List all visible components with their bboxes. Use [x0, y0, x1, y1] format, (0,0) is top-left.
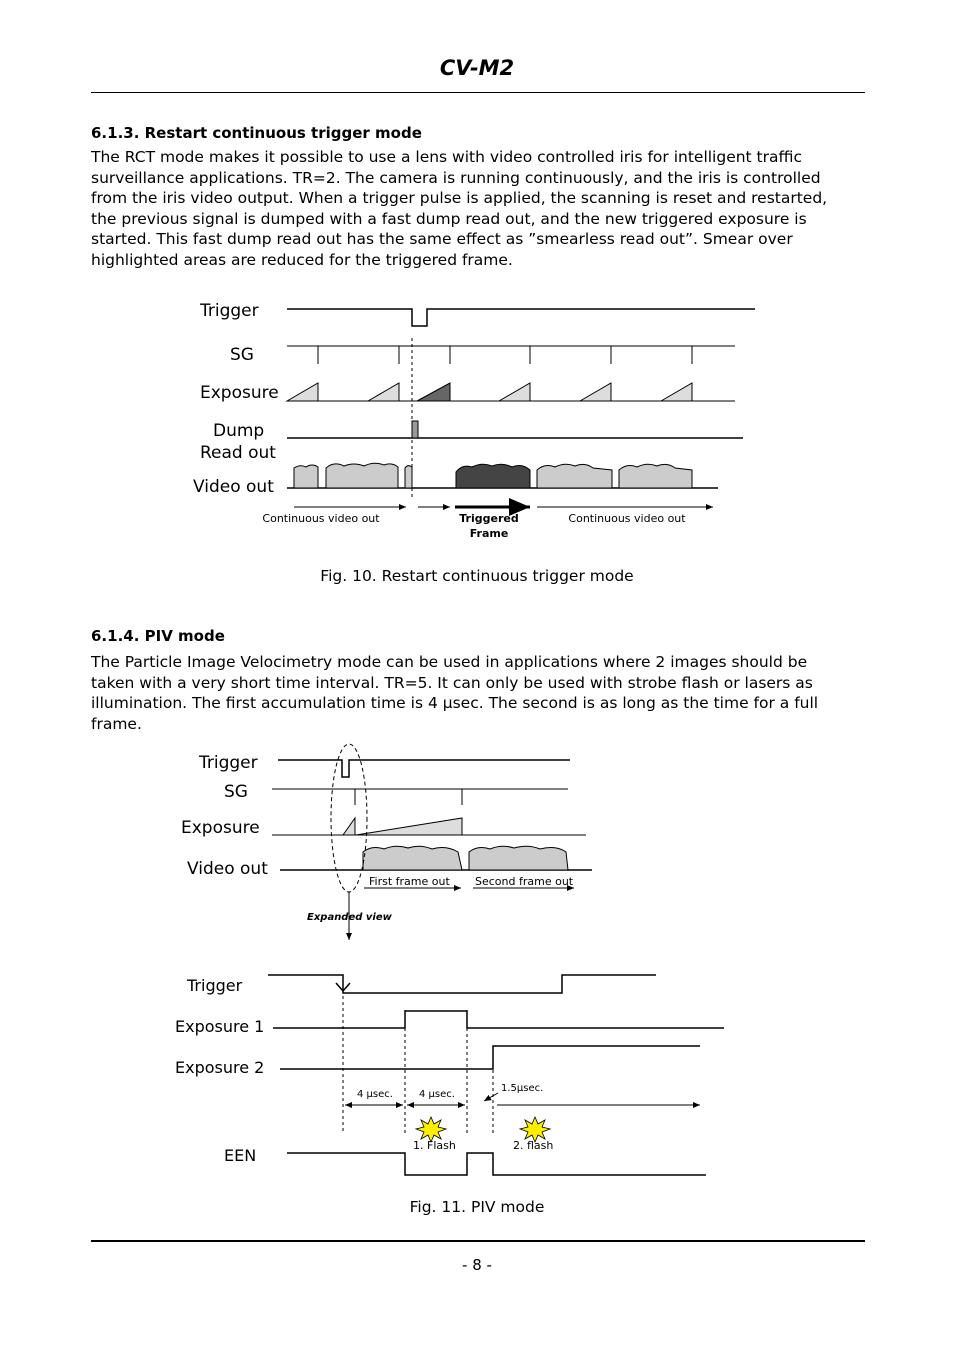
- fig10-note-continuous-2: Continuous video out: [568, 512, 686, 525]
- fig10-label-readout: Read out: [200, 443, 276, 463]
- section-heading-rct: 6.1.3. Restart continuous trigger mode: [91, 124, 422, 142]
- fig10-trigger-signal: [287, 309, 755, 326]
- fig11-diagram-overview: [181, 744, 592, 940]
- fig11-een-signal: [287, 1153, 706, 1175]
- fig11-label-video: Video out: [187, 859, 268, 879]
- fig11-label-exposure: Exposure: [181, 818, 260, 838]
- fig10-label-dump: Dump: [213, 421, 265, 441]
- document-title: CV-M2: [439, 56, 515, 80]
- fig10-dump-signal: [287, 421, 743, 438]
- footer-rule: [91, 1240, 865, 1242]
- fig11-label-sg: SG: [224, 782, 248, 802]
- fig11-trigger-signal: [278, 760, 570, 777]
- fig10-diagram: [193, 301, 755, 540]
- fig11-note-1-5usec: 1.5μsec.: [501, 1083, 544, 1094]
- fig11-timing-markers: [343, 978, 493, 1133]
- fig11-label-trigger: Trigger: [199, 753, 258, 773]
- fig11-note-4usec-2: 4 μsec.: [419, 1089, 455, 1100]
- fig10-note-continuous-1: Continuous video out: [262, 512, 380, 525]
- fig11-exposure-1-signal: [273, 1011, 724, 1028]
- section-heading-piv: 6.1.4. PIV mode: [91, 627, 225, 645]
- fig11-note-flash-1: 1. Flash: [413, 1139, 456, 1152]
- text-line: the previous signal is dumped with a fast dump read out, and the new triggered exposure is: [91, 209, 807, 228]
- text-line: from the iris video output. When a trigger pulse is applied, the scanning is reset and restarted,: [91, 189, 828, 208]
- text-line: The Particle Image Velocimetry mode can be used in applications where 2 images should be: [91, 653, 808, 671]
- fig11-annotations: [307, 744, 574, 940]
- fig11-label-exposure-1: Exposure 1: [175, 1017, 265, 1036]
- fig10-caption: Fig. 10. Restart continuous trigger mode: [320, 567, 634, 585]
- fig10-label-video: Video out: [193, 477, 274, 497]
- fig11-trigger-signal-2: [268, 975, 656, 993]
- fig10-note-frame: Frame: [469, 527, 509, 540]
- fig11-label-trigger-2: Trigger: [187, 976, 243, 995]
- fig11-exposure-signal: [272, 818, 586, 835]
- fig10-exposure-signal: [287, 383, 735, 401]
- text-line: frame.: [91, 714, 142, 733]
- fig10-label-sg: SG: [230, 345, 254, 365]
- fig11-label-exposure-2: Exposure 2: [175, 1058, 265, 1077]
- fig10-sg-signal: [287, 346, 735, 364]
- fig10-note-triggered: Triggered: [459, 512, 519, 525]
- text-line: surveillance applications. TR=2. The camera is running continuously, and the iris is controlled: [91, 168, 821, 187]
- fig11-note-first-frame: First frame out: [369, 875, 450, 888]
- fig11-note-second-frame: Second frame out: [475, 875, 574, 888]
- fig11-flash-icons: [413, 1117, 553, 1152]
- fig11-label-een: EEN: [224, 1146, 257, 1165]
- text-line: illumination. The first accumulation time is 4 μsec. The second is as long as the time for a full: [91, 694, 819, 713]
- fig11-note-4usec-1: 4 μsec.: [357, 1089, 393, 1100]
- fig11-diagram-expanded: [175, 975, 724, 1175]
- page-number: - 8 -: [462, 1256, 492, 1274]
- text-line: highlighted areas are reduced for the triggered frame.: [91, 250, 513, 269]
- fig10-label-exposure: Exposure: [200, 383, 279, 403]
- fig11-note-flash-2: 2. flash: [513, 1139, 554, 1152]
- fig10-label-trigger: Trigger: [200, 301, 259, 321]
- fig10-annotations: [262, 507, 713, 540]
- fig11-caption: Fig. 11. PIV mode: [409, 1198, 545, 1216]
- fig10-video-signal: [287, 463, 718, 488]
- text-line: The RCT mode makes it possible to use a lens with video controlled iris for intelligent traffic: [91, 148, 803, 166]
- fig11-interval-arrows: [345, 1083, 700, 1105]
- text-line: started. This fast dump read out has the same effect as ”smearless read out”. Smear over: [91, 230, 793, 249]
- text-line: taken with a very short time interval. TR=5. It can only be used with strobe flash or lasers as: [91, 673, 813, 692]
- fig11-video-signal: [280, 846, 592, 870]
- fig11-note-expanded-view: Expanded view: [307, 912, 392, 923]
- fig11-sg-signal: [272, 789, 568, 805]
